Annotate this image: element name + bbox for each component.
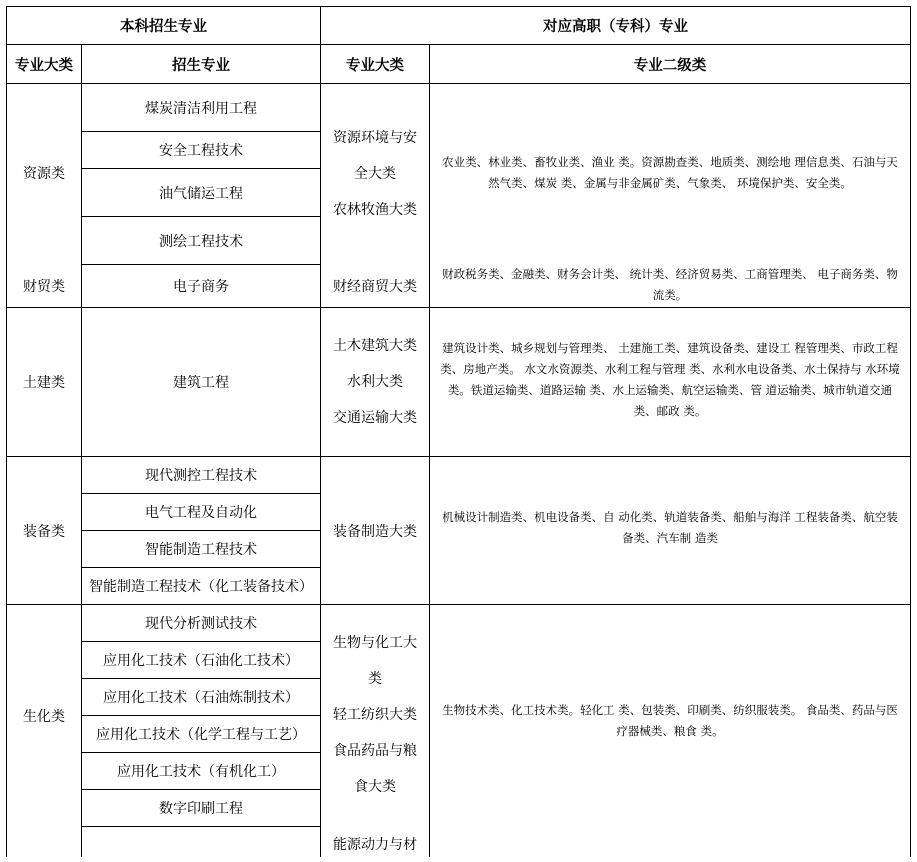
major-cell: 应用化工技术（化学工程与工艺） [96, 727, 306, 743]
category-cell: 土建类 [23, 375, 65, 391]
major-cell: 数字印刷工程 [159, 801, 243, 817]
header-major: 招生专业 [172, 57, 230, 74]
header-vocational: 对应高职（专科）专业 [543, 19, 688, 35]
major-cell: 电气工程及自动化 [145, 505, 257, 521]
vocational-category-line: 财经商贸大类 [333, 279, 417, 295]
second-level-cell: 财政税务类、金融类、财务会计类、 统计类、经济贸易类、工商管理类、 电子商务类、物流类。 [442, 267, 898, 302]
second-level-cell: 建筑设计类、城乡规划与管理类、 土建施工类、建筑设备类、建设工 程管理类、市政工程类、房地产类。 水文水资源类、水利工程与管理 类、水利水电设备类、水土保持与 水环境类。铁道运输类、道路运输 类、水上运输类、航空运输类、管 道运输类、城市轨道交通类、邮政 类。 [440, 341, 900, 418]
rule [910, 6, 911, 857]
major-cell: 应用化工技术（石油化工技术） [103, 653, 299, 669]
header-vocational-category: 专业大类 [346, 57, 404, 74]
major-cell: 智能制造工程技术 [145, 542, 257, 558]
category-cell: 资源类 [23, 166, 65, 182]
major-cell: 应用化工技术（石油炼制技术） [103, 690, 299, 706]
vocational-category-line: 土木建筑大类 [333, 338, 417, 354]
major-cell: 煤炭清洁利用工程 [145, 100, 257, 117]
category-cell: 生化类 [23, 708, 65, 725]
major-cell: 智能制造工程技术（化工装备技术） [89, 579, 313, 595]
vocational-category-line: 食大类 [354, 779, 396, 795]
major-cell: 现代分析测试技术 [145, 616, 257, 632]
vocational-category-line: 生物与化工大 [333, 635, 417, 651]
second-level-cell: 机械设计制造类、机电设备类、自 动化类、轨道装备类、船舶与海洋 工程装备类、航空装备类、汽车制 造类 [442, 510, 898, 545]
major-cell: 测绘工程技术 [159, 233, 243, 250]
vocational-category-line: 资源环境与安 [333, 130, 417, 146]
major-cell: 应用化工技术（有机化工） [117, 764, 285, 780]
category-cell: 财贸类 [23, 279, 65, 295]
vocational-category-line: 食品药品与粮 [333, 743, 417, 759]
vocational-category-cell: 装备制造大类 [333, 523, 417, 540]
header-second-level: 专业二级类 [633, 57, 707, 74]
vocational-category-line: 交通运输大类 [333, 410, 417, 426]
major-cell [82, 827, 320, 857]
major-cell: 安全工程技术 [159, 143, 243, 159]
vocational-category-line: 全大类 [354, 166, 396, 182]
major-cell: 建筑工程 [173, 375, 229, 391]
vocational-category-cell [321, 625, 429, 805]
major-cell: 电子商务 [173, 279, 229, 295]
vocational-category-cell [321, 328, 429, 436]
vocational-category-line: 能源动力与材 [333, 837, 417, 853]
major-cell: 现代测控工程技术 [145, 468, 257, 484]
vocational-category-cell [321, 120, 429, 228]
vocational-category-line: 水利大类 [347, 374, 403, 390]
second-level-cell: 农业类、林业类、畜牧业类、渔业 类。资源勘查类、地质类、测绘地 理信息类、石油与天然气类、煤炭 类、金属与非金属矿类、气象类、 环境保护类、安全类。 [442, 155, 898, 190]
vocational-category-line: 农林牧渔大类 [333, 202, 417, 218]
header-category: 专业大类 [15, 57, 73, 74]
major-cell: 油气储运工程 [159, 185, 243, 202]
second-level-cell: 生物技术类、化工技术类。轻化工 类、包装类、印刷类、纺织服装类。 食品类、药品与医疗器械类、粮食 类。 [442, 703, 898, 738]
vocational-category-line: 类 [368, 671, 382, 687]
vocational-category-line: 轻工纺织大类 [333, 707, 417, 723]
header-undergrad: 本科招生专业 [120, 19, 207, 35]
category-cell: 装备类 [23, 523, 65, 540]
